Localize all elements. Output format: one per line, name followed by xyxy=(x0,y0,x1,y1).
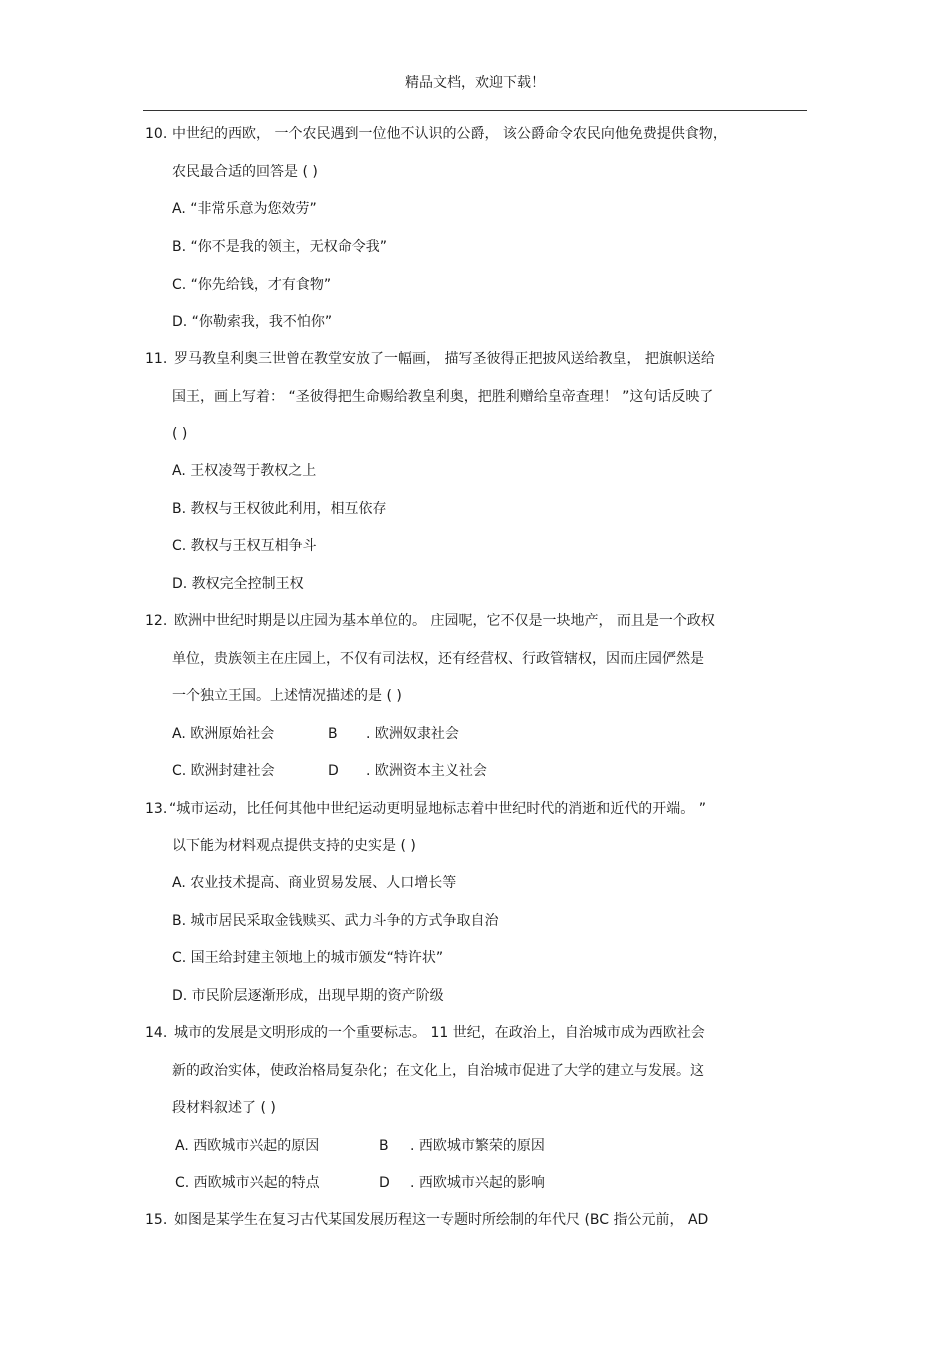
question-number: 15. xyxy=(145,1212,168,1228)
page-header: 精品文档，欢迎下载！ xyxy=(405,75,545,91)
question-number: 10. xyxy=(145,126,168,142)
question-text: 国王，画上写着： “圣彼得把生命赐给教皇利奥，把胜利赠给皇帝查理！ ”这句话反映了 xyxy=(172,389,714,405)
question-text: 一个独立王国。上述情况描述的是 ( ) xyxy=(172,688,402,704)
question-text: 中世纪的西欧， 一个农民遇到一位他不认识的公爵， 该公爵命令农民向他免费提供食物， xyxy=(172,126,727,142)
option-b: B. 教权与王权彼此利用，相互依存 xyxy=(172,501,387,517)
question-text: 农民最合适的回答是 ( ) xyxy=(172,164,318,180)
option-c: C. 西欧城市兴起的特点 xyxy=(175,1175,320,1191)
option-b-letter: B xyxy=(379,1138,389,1154)
header-divider xyxy=(143,110,807,111)
answer-blank: ( ) xyxy=(172,426,188,442)
option-b: B. 城市居民采取金钱赎买、武力斗争的方式争取自治 xyxy=(172,913,499,929)
option-c: C. 欧洲封建社会 xyxy=(172,763,275,779)
option-a: A. 王权凌驾于教权之上 xyxy=(172,463,317,479)
question-text: 罗马教皇利奥三世曾在教堂安放了一幅画， 描写圣彼得正把披风送给教皇， 把旗帜送给 xyxy=(174,351,715,367)
option-c: C. “你先给钱，才有食物” xyxy=(172,277,332,293)
option-a: A. 农业技术提高、商业贸易发展、人口增长等 xyxy=(172,875,457,891)
question-text: 新的政治实体，使政治格局复杂化；在文化上，自治城市促进了大学的建立与发展。这 xyxy=(172,1063,704,1079)
option-d: D. 教权完全控制王权 xyxy=(172,576,304,592)
option-b: B. “你不是我的领主，无权命令我” xyxy=(172,239,388,255)
option-d-letter: D xyxy=(379,1175,390,1191)
option-d: D. “你勒索我，我不怕你” xyxy=(172,314,333,330)
question-text: 以下能为材料观点提供支持的史实是 ( ) xyxy=(172,838,416,854)
option-c: C. 国王给封建主领地上的城市颁发“特许状” xyxy=(172,950,444,966)
question-number: 14. xyxy=(145,1025,168,1041)
option-d: . 欧洲资本主义社会 xyxy=(366,763,487,779)
option-b-letter: B xyxy=(328,726,338,742)
question-number: 13. xyxy=(145,801,168,817)
option-a: A. “非常乐意为您效劳” xyxy=(172,201,317,217)
option-c: C. 教权与王权互相争斗 xyxy=(172,538,317,554)
question-text: 单位，贵族领主在庄园上，不仅有司法权，还有经营权、行政管辖权，因而庄园俨然是 xyxy=(172,651,704,667)
option-b: . 欧洲奴隶社会 xyxy=(366,726,459,742)
question-number: 12. xyxy=(145,613,168,629)
question-text: 城市的发展是文明形成的一个重要标志。 11 世纪，在政治上，自治城市成为西欧社会 xyxy=(174,1025,705,1041)
question-text: 欧洲中世纪时期是以庄园为基本单位的。 庄园呢，它不仅是一块地产， 而且是一个政权 xyxy=(174,613,715,629)
option-a: A. 西欧城市兴起的原因 xyxy=(175,1138,320,1154)
question-number: 11. xyxy=(145,351,168,367)
question-text: “城市运动，比任何其他中世纪运动更明显地标志着中世纪时代的消逝和近代的开端。 ” xyxy=(169,801,706,817)
question-text: 段材料叙述了 ( ) xyxy=(172,1100,276,1116)
question-text: 如图是某学生在复习古代某国发展历程这一专题时所绘制的年代尺 (BC 指公元前， AD xyxy=(174,1212,709,1228)
option-b: . 西欧城市繁荣的原因 xyxy=(410,1138,545,1154)
option-d: . 西欧城市兴起的影响 xyxy=(410,1175,545,1191)
option-d-letter: D xyxy=(328,763,339,779)
option-d: D. 市民阶层逐渐形成，出现早期的资产阶级 xyxy=(172,988,444,1004)
option-a: A. 欧洲原始社会 xyxy=(172,726,275,742)
